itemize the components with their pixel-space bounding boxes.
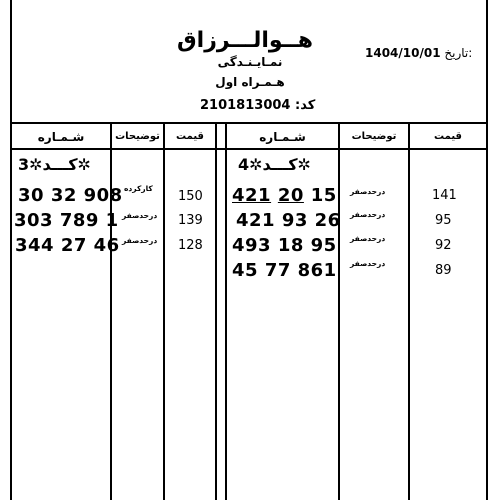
- right-row-1-number-part: 421: [232, 185, 272, 206]
- table-header-bottom-border: [12, 148, 488, 150]
- right-row-3-number: 493 18 95: [232, 235, 337, 256]
- left-row-2-price: 139: [178, 213, 203, 228]
- left-row-2-number: 303 789 1: [14, 210, 119, 231]
- left-notes-header: توضیحات: [115, 131, 160, 142]
- column-divider: [408, 122, 410, 500]
- date-value: 1404/10/01: [365, 46, 441, 60]
- right-row-3-note: درحدصفر: [350, 234, 386, 243]
- right-notes-header: توضیحات: [351, 131, 397, 142]
- right-number-header: شـمـاره: [259, 129, 306, 144]
- document-subtitle-operator: هـمـراه اول: [215, 75, 285, 89]
- right-row-4-note: درحدصفر: [350, 259, 386, 268]
- left-row-2-note: درحدصفر: [122, 211, 158, 220]
- right-row-4-price: 89: [435, 263, 452, 278]
- right-row-3-price: 92: [435, 238, 452, 253]
- right-price-header: قیمت: [434, 131, 462, 142]
- right-row-1-note: درحدصفر: [350, 187, 386, 196]
- left-row-1-number: 30 32 908: [18, 185, 123, 206]
- right-code-label: کـــد✲4✲: [238, 155, 311, 174]
- right-row-1-price: 141: [432, 188, 457, 203]
- date-label: تاریخ:: [444, 46, 473, 60]
- left-code-label: کـــد✲3✲: [18, 155, 91, 174]
- left-row-3-price: 128: [178, 238, 203, 253]
- left-row-3-number: 344 27 46: [15, 235, 120, 256]
- right-row-2-number: 421 93 26: [236, 210, 341, 231]
- right-row-1-number: [232, 185, 337, 206]
- column-divider: [215, 122, 217, 500]
- right-row-1-number-part: 15: [310, 185, 337, 206]
- column-divider: [225, 122, 227, 500]
- left-price-header: قیمت: [176, 131, 204, 142]
- document-title: هــوالـــرزاق: [176, 28, 313, 53]
- left-row-1-price: 150: [178, 189, 203, 204]
- right-row-2-price: 95: [435, 213, 452, 228]
- left-row-1-note: کارکرده: [124, 184, 153, 193]
- column-divider: [338, 122, 340, 500]
- document-code: کد: 2101813004: [200, 98, 316, 113]
- right-row-1-number-part: 20: [277, 185, 304, 206]
- document-subtitle-agency: نمـايـنـدگی: [217, 55, 283, 69]
- left-number-header: شـمـاره: [37, 129, 85, 144]
- column-divider: [110, 122, 112, 500]
- table-top-border: [12, 122, 488, 124]
- document-date: [365, 46, 475, 60]
- left-row-3-note: درحدصفر: [122, 236, 158, 245]
- right-row-2-note: درحدصفر: [350, 210, 386, 219]
- column-divider: [163, 122, 165, 500]
- right-row-4-number: 45 77 861: [232, 260, 337, 281]
